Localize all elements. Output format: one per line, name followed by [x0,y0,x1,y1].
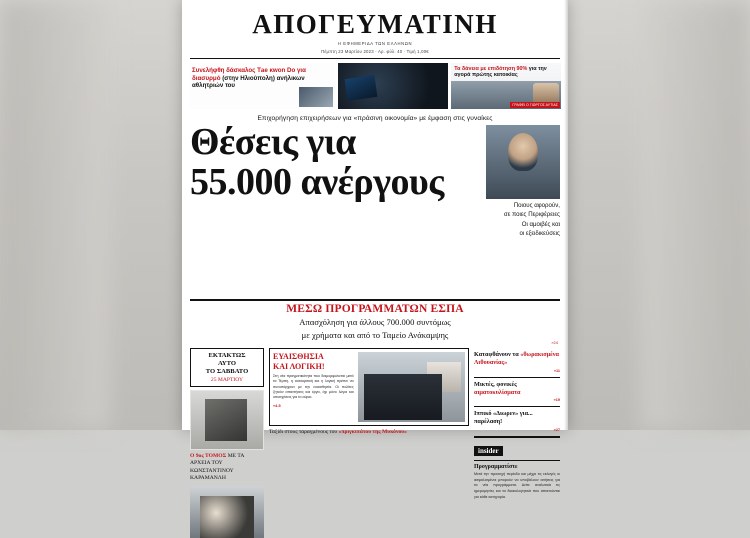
newspaper-front-page [182,0,568,499]
teaser-3-byline: ΓΡΑΦΕΙ Ο ΓΙΩΡΓΟΣ ΑΥΤΙΑΣ [512,102,558,107]
minister-portrait-photo [486,125,560,199]
right-item-3-page: »27 [553,427,560,432]
insider-tag: insider [474,446,503,456]
right-item-2-red: αιματοκυλίσματα [474,388,521,396]
editorial-title-line1: ΕΥΑΙΣΘΗΣΙΑ [273,352,324,362]
dateline: Πέμπτη 23 Μαρτίου 2023 · Αρ. φύλ. 40 · Τιμή 1,00€ [321,49,429,54]
teaser-3-overlay [451,63,561,81]
lower-section [182,345,568,537]
teaser-item-1[interactable] [189,63,335,109]
side-bullet-2: σε ποιες Περιφέρειες [503,211,560,219]
center-column [269,348,469,537]
center-caption-plain: Ταξίδι στους ταραγμένους του [269,429,338,436]
right-item-2[interactable] [474,377,560,407]
teaser-item-3[interactable] [451,63,561,109]
teaser-3-headline-black: για την αγορά πρώτης κατοικίας [454,66,547,79]
center-caption-red: «πριγκιπάτου της Μυκόνου» [338,429,407,436]
right-item-1-red: «θωρακισμένα Λιθουανίας» [474,351,559,367]
editorial-text-wrap [273,352,354,422]
side-bullet-3: Οι αμοιβές και [521,220,560,228]
archive-photo [190,486,264,538]
deck-page-ref: »24 [551,340,558,346]
lead-deck [182,299,568,345]
newspaper-subtitle: Η ΕΦΗΜΕΡΙΔΑ ΤΩΝ ΕΛΛΗΝΩΝ [337,41,413,46]
editorial-body: Στη νέα πραγματικότητα που διαμορφώνεται μετά τα Τέμπη, η αυτοκριτική και η λογική πρέπει να συνυπάρχουν με την ευαισθησία. Οι πολίτες ζητούν απαντήσεις και έργα, όχι μόνο λόγια και υποσχέσεις για το αύριο. [273,373,354,400]
teaser-1-photo [299,87,333,107]
deck-sub-line-1: Απασχόληση για άλλους 700.000 συντόμως [299,317,451,327]
program-note-body: Μετά την προσεχή περίοδο και μέχρι τις εκλογές οι ασφαλισμένοι μπορούν να υποβάλουν αιτήσεις για τα νέα προγράμματα. Δείτε αναλυτικά τις ημερομηνίες και τα δικαιολογητικά που απαιτούνται για κάθε κατηγορία. [474,471,560,499]
special-offer-line1: ΕΚΤΑΚΤΩΣ [208,352,246,360]
book-volume-photo [190,390,264,450]
right-column [474,348,560,537]
teaser-item-2[interactable] [338,63,448,109]
teaser-1-headline-red: Συνελήφθη δάσκαλος Τae κwon Do για διασυρμό [192,67,306,82]
lead-headline [190,123,464,202]
teaser-1-headline-black: (στην Ηλιούπολη) ανήλικων αθλητριών του [192,74,305,90]
right-item-1[interactable] [474,348,560,377]
right-item-1-headline [474,351,560,367]
book-caption-rest: ΜΕ ΤΑ ΑΡΧΕΙΑ ΤΟΥ ΚΩΝΣΤΑΝΤΙΝΟΥ ΚΑΡΑΜΑΝΛΗ [190,453,245,481]
teaser-3-headline [454,66,558,79]
left-column [190,348,264,537]
editorial-title [273,352,354,370]
right-item-2-page: »19 [553,398,560,403]
right-item-3[interactable] [474,406,560,436]
right-item-3-headline [474,410,560,426]
special-offer-line3: ΤΟ ΣΑΒΒΑΤΟ [205,368,249,376]
teaser-strip [182,59,568,109]
center-caption [269,429,469,436]
lead-headline-line2: 55.000 ανέργους [190,160,444,203]
lead-side-bullets [498,199,560,297]
lead-headline-wrap [190,123,464,297]
right-item-2-headline [474,381,560,397]
special-offer-line2: ΑΥΤΟ [217,360,237,368]
right-item-2-plain: Μικτές, φονικές [474,380,517,388]
insider-section-header[interactable] [474,436,560,461]
teaser-1-headline [189,63,335,90]
special-offer-date: 25 ΜΑΡΤΙΟΥ [210,377,244,384]
right-item-1-plain: Καταφθάνουν τα [474,351,521,359]
ceremony-photo [358,352,465,422]
masthead [182,0,568,54]
book-caption-red: Ο 9ος ΤΟΜΟΣ [190,453,227,460]
teaser-3-headline-red: Τα δάνεια με επιδότηση 90% [454,66,528,72]
book-caption [190,453,264,482]
lead-kicker: Επιχορήγηση επιχειρήσεων για «πράσινη οικονομία» με έμφαση στις γυναίκες [257,115,493,122]
lead-story-block [182,122,568,297]
page-edge-shadow [564,0,568,430]
editorial-page-ref: »4-5 [273,403,281,408]
special-offer-box[interactable] [190,348,264,387]
program-note [474,464,560,501]
police-night-photo [338,63,448,109]
side-bullet-1: Ποιους αφορούν, [513,202,560,209]
right-item-1-page: »11 [553,368,560,373]
lead-headline-line1: Θέσεις για [190,121,356,163]
deck-red-line: ΜΕΣΩ ΠΡΟΓΡΑΜΜΑΤΩΝ ΕΣΠΑ [286,303,464,315]
editorial-title-line2: ΚΑΙ ΛΟΓΙΚΗ! [273,361,325,371]
deck-sub-line-2: με χρήματα και από το Ταμείο Ανάκαμψης [301,329,449,340]
editorial-box[interactable] [269,348,469,426]
side-bullet-4: οι εξειδικεύσεις [519,230,560,238]
program-note-title: Προγραμματίστε [474,463,518,470]
newspaper-title: ΑΠΟΓΕΥΜΑΤΙΝΗ [252,9,498,39]
right-item-3-plain: Ιππικό «Διωρεν» για... παρέλαση! [474,410,533,426]
